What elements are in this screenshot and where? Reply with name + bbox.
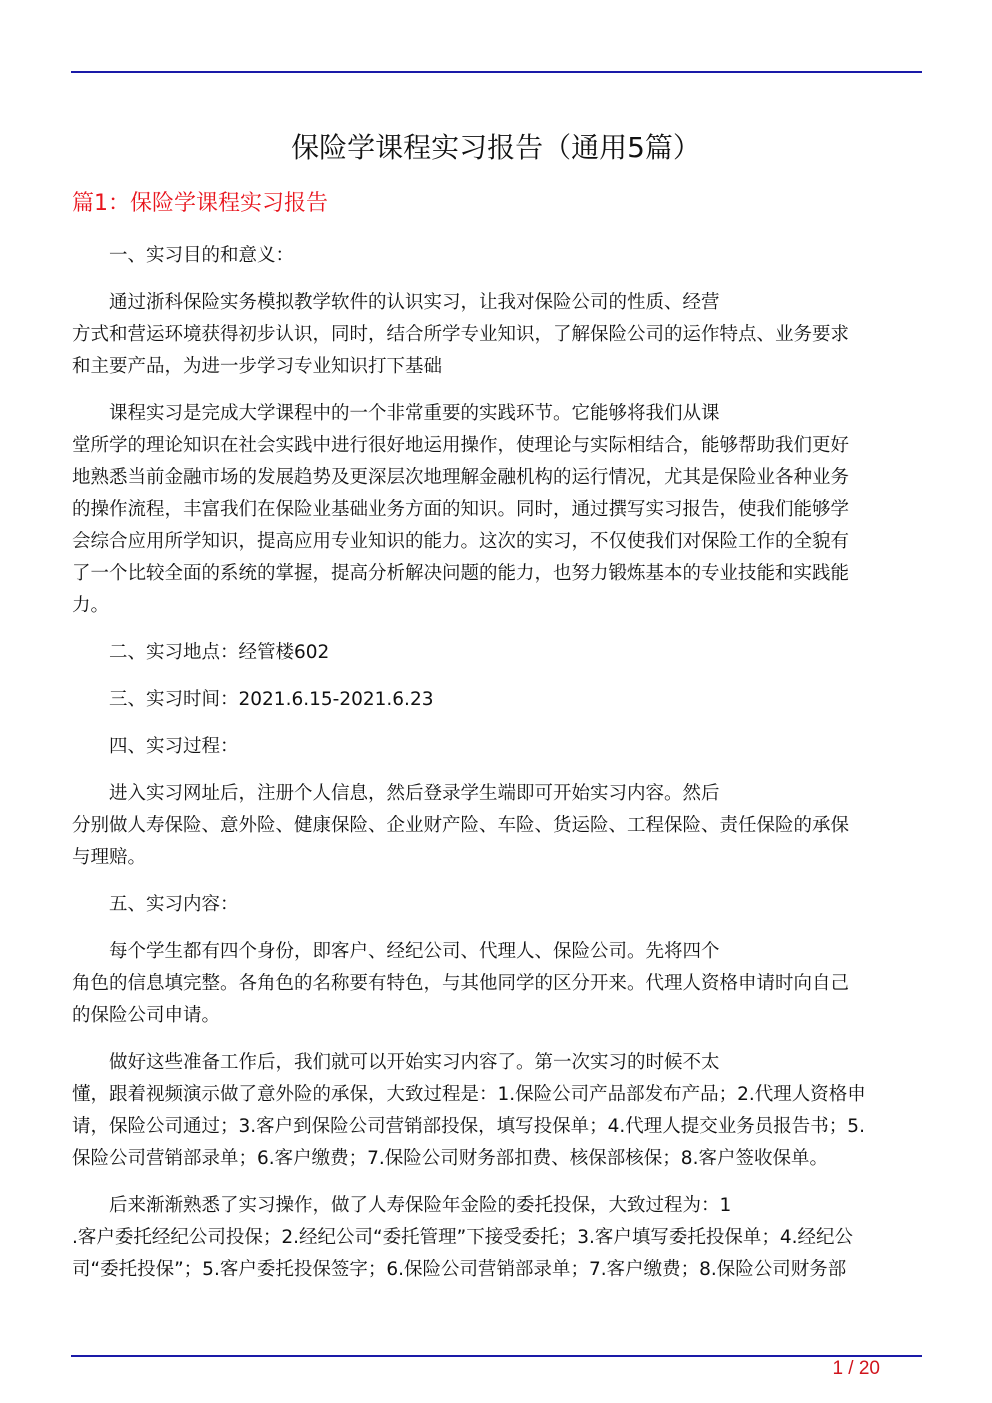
paragraph-line: 课程实习是完成大学课程中的一个非常重要的实践环节。它能够将我们从课	[109, 403, 720, 424]
paragraph-line: 堂所学的理论知识在社会实践中进行很好地运用操作，使理论与实际相结合，能够帮助我们更好	[72, 435, 850, 456]
paragraph	[72, 398, 922, 622]
paragraph-line: .客户委托经纪公司投保；2.经纪公司“委托管理”下接受委托；3.客户填写委托投保单；4.经纪公	[72, 1227, 854, 1248]
paragraph-line: 力。	[72, 595, 110, 616]
paragraph-line: 二、实习地点：经管楼602	[109, 642, 330, 663]
paragraph-line: 通过浙科保险实务模拟教学软件的认识实习，让我对保险公司的性质、经营	[109, 292, 720, 313]
paragraph-line: 每个学生都有四个身份，即客户、经纪公司、代理人、保险公司。先将四个	[109, 941, 720, 962]
paragraph-line: 分别做人寿保险、意外险、健康保险、企业财产险、车险、货运险、工程保险、责任保险的承保	[72, 815, 850, 836]
paragraph-line: 后来渐渐熟悉了实习操作，做了人寿保险年金险的委托投保，大致过程为：1	[109, 1195, 732, 1216]
paragraph-line: 一、实习目的和意义：	[109, 245, 295, 266]
paragraph	[72, 240, 922, 272]
paragraph-line: 的操作流程，丰富我们在保险业基础业务方面的知识。同时，通过撰写实习报告，使我们能够学	[72, 499, 850, 520]
paragraph	[72, 936, 922, 1032]
paragraph-line: 进入实习网址后，注册个人信息，然后登录学生端即可开始实习内容。然后	[109, 783, 720, 804]
paragraph	[72, 1047, 922, 1175]
paragraph	[72, 1190, 922, 1286]
paragraph-line: 保险公司营销部录单；6.客户缴费；7.保险公司财务部扣费、核保部核保；8.客户签收保单。	[72, 1148, 828, 1169]
paragraph-line: 方式和营运环境获得初步认识，同时，结合所学专业知识，了解保险公司的运作特点、业务要求	[72, 324, 850, 345]
paragraph-line: 懂，跟着视频演示做了意外险的承保，大致过程是：1.保险公司产品部发布产品；2.代理人资格申	[72, 1084, 866, 1105]
document-body	[72, 240, 922, 1301]
paragraph	[72, 889, 922, 921]
document-title: 保险学课程实习报告（通用5篇）	[291, 131, 701, 164]
paragraph	[72, 731, 922, 763]
paragraph-line: 地熟悉当前金融市场的发展趋势及更深层次地理解金融机构的运行情况，尤其是保险业各种业务	[72, 467, 850, 488]
paragraph-line: 的保险公司申请。	[72, 1005, 221, 1026]
paragraph-line: 做好这些准备工作后，我们就可以开始实习内容了。第一次实习的时候不太	[109, 1052, 720, 1073]
paragraph-line: 角色的信息填完整。各角色的名称要有特色，与其他同学的区分开来。代理人资格申请时向自己	[72, 973, 850, 994]
paragraph-line: 会综合应用所学知识，提高应用专业知识的能力。这次的实习，不仅使我们对保险工作的全貌有	[72, 531, 850, 552]
paragraph-line: 三、实习时间：2021.6.15-2021.6.23	[109, 689, 434, 710]
paragraph-line: 和主要产品，为进一步学习专业知识打下基础	[72, 356, 443, 377]
paragraph	[72, 684, 922, 716]
paragraph-line: 了一个比较全面的系统的掌握，提高分析解决问题的能力，也努力锻炼基本的专业技能和实践能	[72, 563, 850, 584]
paragraph-line: 请，保险公司通过；3.客户到保险公司营销部投保，填写投保单；4.代理人提交业务员报告书；5.	[72, 1116, 865, 1137]
header-rule	[71, 71, 922, 73]
page-number: 1 / 20	[832, 1358, 880, 1379]
paragraph-line: 司“委托投保”；5.客户委托投保签字；6.保险公司营销部录单；7.客户缴费；8.保险公司财务部	[72, 1259, 847, 1280]
paragraph-line: 五、实习内容：	[109, 894, 239, 915]
paragraph-line: 与理赔。	[72, 847, 147, 868]
section-heading: 篇1：保险学课程实习报告	[72, 191, 328, 216]
paragraph	[72, 637, 922, 669]
paragraph-line: 四、实习过程：	[109, 736, 239, 757]
paragraph	[72, 778, 922, 874]
paragraph	[72, 287, 922, 383]
footer-rule	[71, 1355, 922, 1357]
